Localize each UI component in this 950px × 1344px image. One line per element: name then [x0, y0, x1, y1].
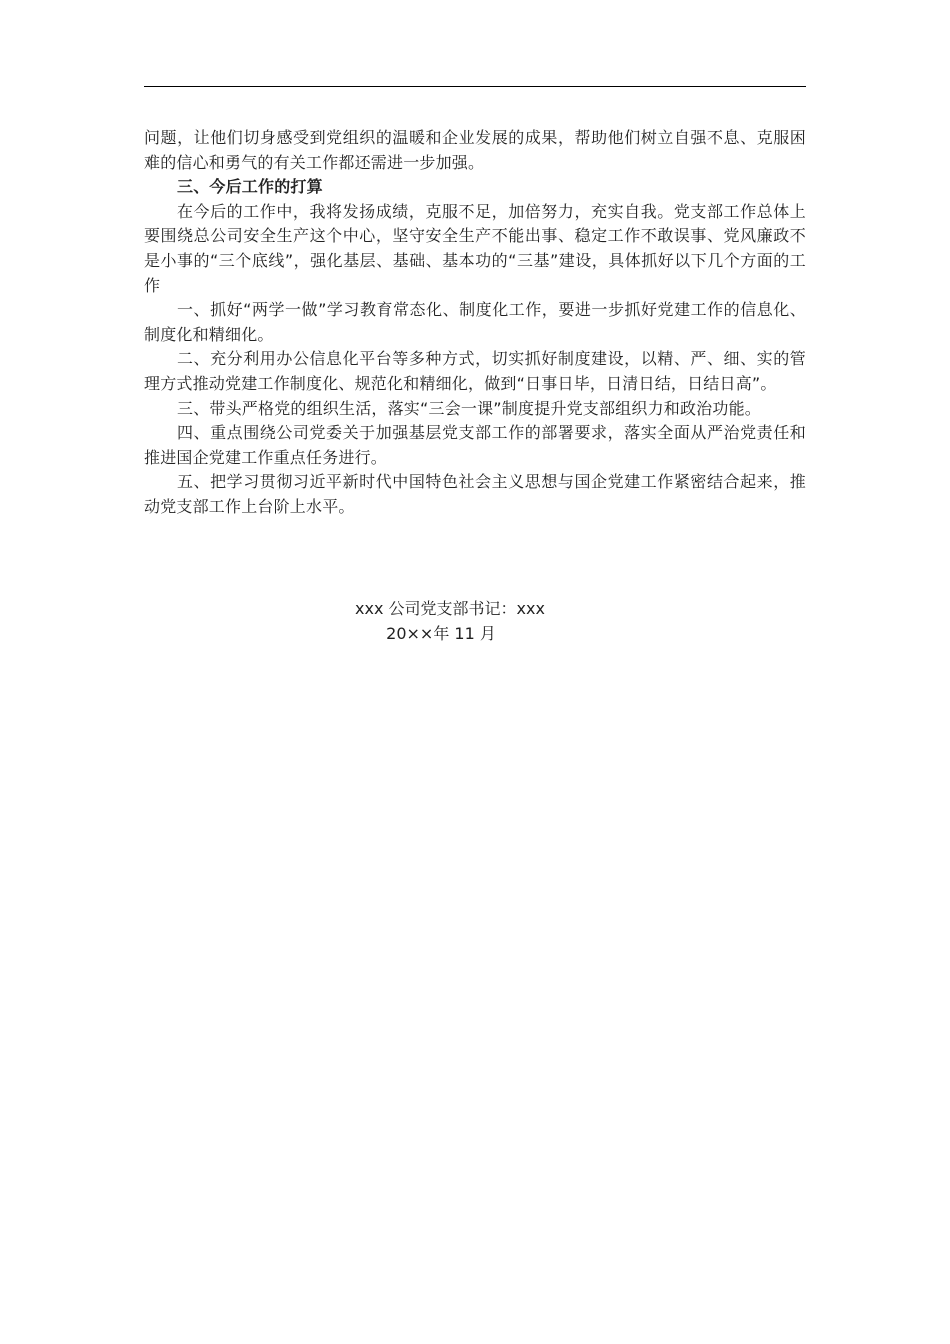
signature-date-line: 20××年 11 月: [386, 624, 496, 643]
paragraph-item-1: 一、抓好“两学一做”学习教育常态化、制度化工作，要进一步抓好党建工作的信息化、制度化和精细化。: [144, 300, 806, 344]
paragraph-item-2: 二、充分利用办公信息化平台等多种方式，切实抓好制度建设，以精、严、细、实的管理方式推动党建工作制度化、规范化和精细化，做到“日事日毕，日清日结，日结日高”。: [144, 349, 806, 393]
signature-name-line: xxx 公司党支部书记：xxx: [355, 599, 545, 618]
section-heading: 三、今后工作的打算: [177, 177, 323, 197]
document-body: [144, 126, 806, 520]
paragraph-item-4: 四、重点围绕公司党委关于加强基层党支部工作的部署要求，落实全面从严治党责任和推进国企党建工作重点任务进行。: [144, 423, 806, 467]
paragraph-item-5: 五、把学习贯彻习近平新时代中国特色社会主义思想与国企党建工作紧密结合起来，推动党支部工作上台阶上水平。: [144, 472, 806, 516]
paragraph-item-3: 三、带头严格党的组织生活，落实“三会一课”制度提升党支部组织力和政治功能。: [177, 398, 761, 418]
paragraph-continuation: 问题，让他们切身感受到党组织的温暖和企业发展的成果，帮助他们树立自强不息、克服困难的信心和勇气的有关工作都还需进一步加强。: [144, 128, 806, 172]
signature-block: [300, 596, 600, 646]
paragraph-plan-overview: 在今后的工作中，我将发扬成绩，克服不足，加倍努力，充实自我。党支部工作总体上要围绕总公司安全生产这个中心，坚守安全生产不能出事、稳定工作不敢误事、党风廉政不是小事的“三个底线”，强化基层、基础、基本功的“三基”建设，具体抓好以下几个方面的工作: [144, 201, 806, 295]
header-rule: [144, 86, 806, 87]
